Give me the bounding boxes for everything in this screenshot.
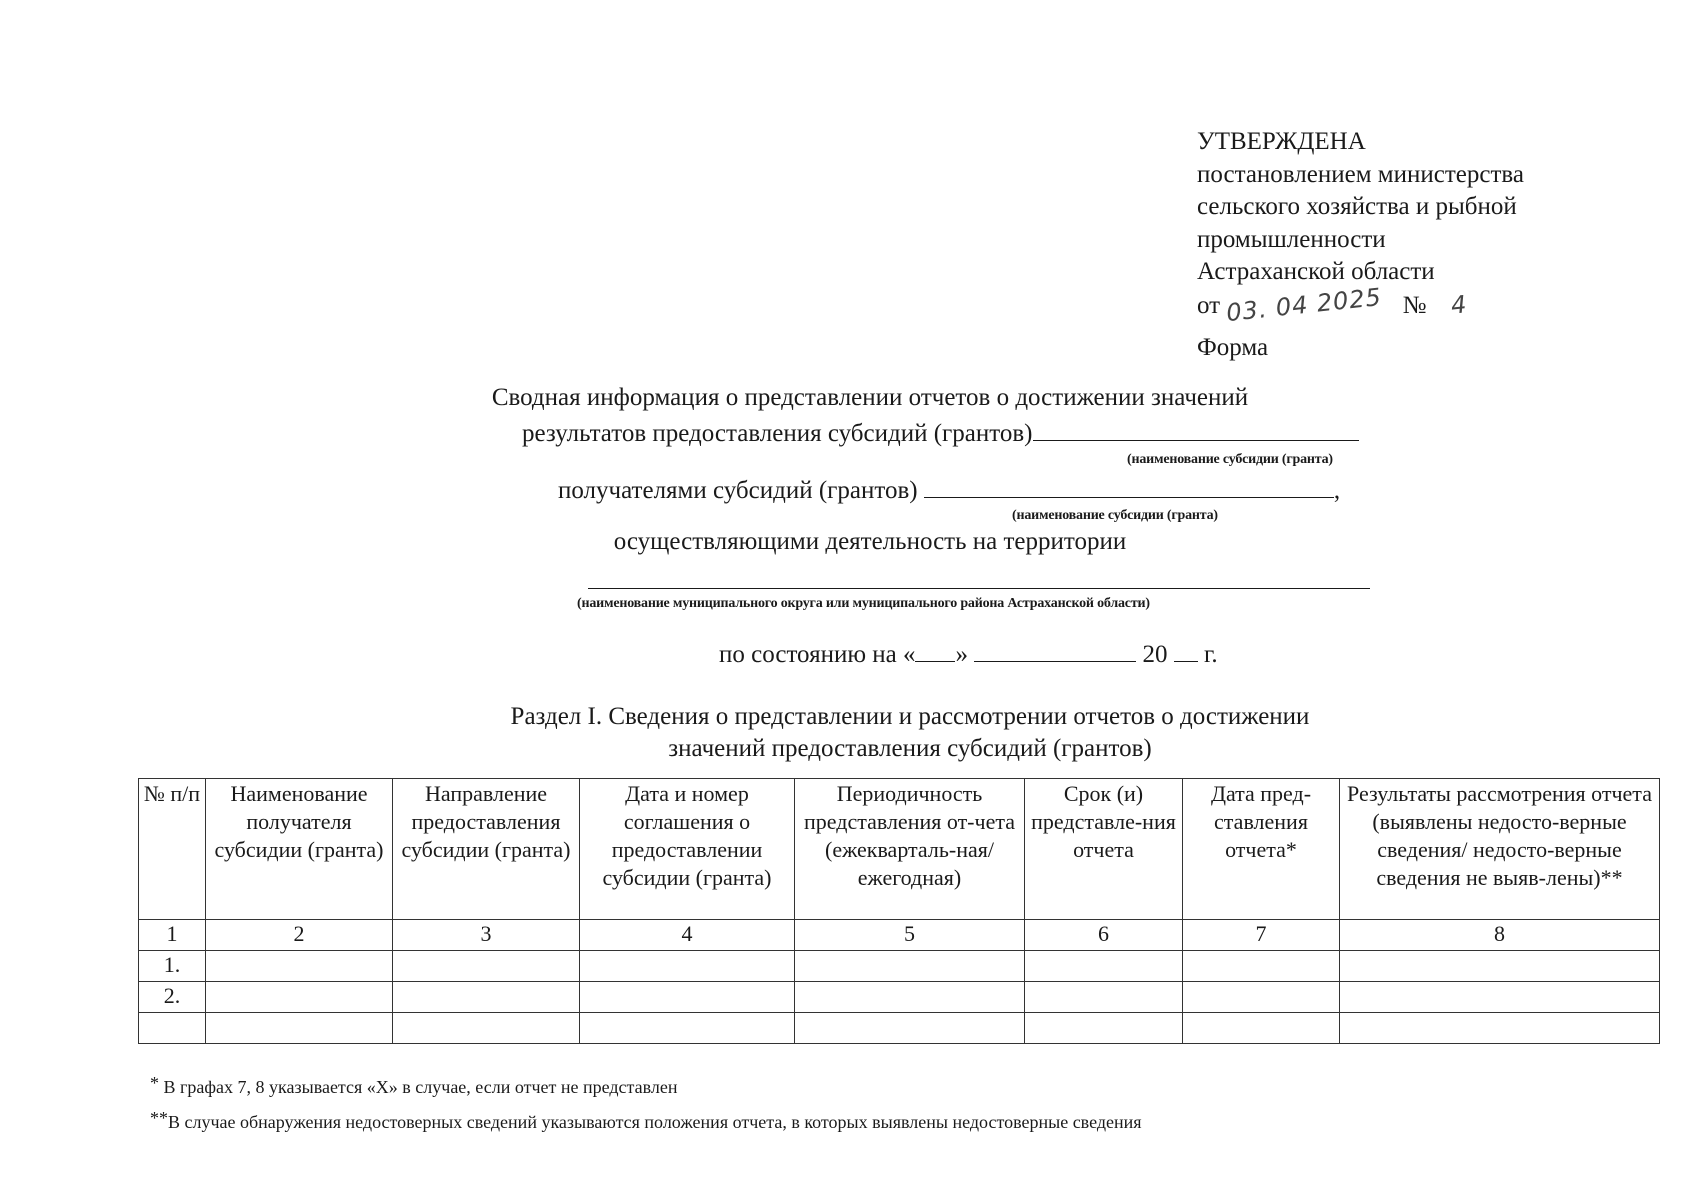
heading-line-2-text: результатов предоставления субсидий (грантов) xyxy=(522,420,1033,447)
column-number: 7 xyxy=(1183,920,1340,951)
footnote-2-text: В случае обнаружения недостоверных сведений указываются положения отчета, в которых выявлены недостоверные сведения xyxy=(168,1112,1142,1132)
footnote-2-mark: ** xyxy=(150,1108,168,1128)
table-cell[interactable] xyxy=(795,951,1025,982)
column-number: 8 xyxy=(1340,920,1660,951)
table-header-cell: Срок (и) представле-ния отчета xyxy=(1025,779,1183,920)
table-cell[interactable] xyxy=(1183,982,1340,1013)
as-of-suffix: г. xyxy=(1203,641,1218,668)
table-cell[interactable] xyxy=(795,982,1025,1013)
approval-line: Астраханской области xyxy=(1197,258,1435,285)
table-cell[interactable] xyxy=(580,1013,795,1044)
table-cell[interactable] xyxy=(1340,1013,1660,1044)
table-header-cell: Периодичность представления от-чета (ежекварталь-ная/ ежегодная) xyxy=(795,779,1025,920)
approval-line: промышленности xyxy=(1197,225,1386,253)
section-title-line-1: Раздел I. Сведения о представлении и рассмотрении отчетов о достижении xyxy=(510,703,1310,730)
table-cell[interactable] xyxy=(580,982,795,1013)
footnote-2 xyxy=(150,1108,1142,1133)
form-label: Форма xyxy=(1197,334,1269,361)
approval-date-prefix: от xyxy=(1197,291,1221,319)
caption-territory: (наименование муниципального округа или муниципального района Астраханской области) xyxy=(577,596,1150,611)
table-cell[interactable] xyxy=(1025,1013,1183,1044)
column-number: 2 xyxy=(206,920,393,951)
table-cell[interactable] xyxy=(206,951,393,982)
as-of-mid: » xyxy=(955,641,968,668)
table-header-cell: Наименование получателя субсидии (гранта) xyxy=(206,779,393,920)
table-header-cell: Дата и номер соглашения о предоставлении субсидии (гранта) xyxy=(580,779,795,920)
territory-blank[interactable] xyxy=(588,588,1370,589)
table-cell[interactable] xyxy=(1340,951,1660,982)
table-cell[interactable] xyxy=(393,1013,580,1044)
table-row xyxy=(139,982,1660,1013)
table-cell[interactable] xyxy=(795,1013,1025,1044)
caption-subsidy-name-2: (наименование субсидии (гранта) xyxy=(1012,508,1218,523)
table-cell[interactable] xyxy=(393,951,580,982)
approval-date-handwritten: 03. 04 2025 xyxy=(1225,282,1384,327)
table-cell[interactable] xyxy=(1340,982,1660,1013)
column-number: 6 xyxy=(1025,920,1183,951)
footnote-1-mark: * xyxy=(150,1073,159,1093)
table-row xyxy=(139,951,1660,982)
heading-line-4: осуществляющими деятельность на территории xyxy=(613,528,1127,555)
approval-line: сельского хозяйства и рыбной xyxy=(1197,193,1517,220)
footnote-1-text: В графах 7, 8 указывается «Х» в случае, если отчет не представлен xyxy=(159,1077,678,1097)
column-number: 4 xyxy=(580,920,795,951)
table-cell[interactable] xyxy=(1183,951,1340,982)
approval-date-line xyxy=(1197,282,1657,327)
approval-line: постановлением министерства xyxy=(1197,160,1524,188)
table-header-cell: Дата пред-ставления отчета* xyxy=(1183,779,1340,920)
day-blank[interactable] xyxy=(915,637,955,662)
recipients-blank[interactable] xyxy=(924,473,1334,498)
table-cell[interactable] xyxy=(206,982,393,1013)
approval-title: УТВЕРЖДЕНА xyxy=(1197,128,1366,155)
heading-line-2 xyxy=(522,416,1359,448)
year-blank[interactable] xyxy=(1174,637,1198,662)
table-cell[interactable] xyxy=(1025,951,1183,982)
as-of-year-prefix: 20 xyxy=(1142,641,1168,668)
column-number: 1 xyxy=(139,920,206,951)
heading-line-3 xyxy=(558,473,1340,505)
month-blank[interactable] xyxy=(974,637,1136,662)
heading-line-3-suffix: , xyxy=(1333,477,1341,504)
approval-number-handwritten: 4 xyxy=(1449,289,1469,320)
heading-line-3-text: получателями субсидий (грантов) xyxy=(558,477,918,504)
row-number xyxy=(139,1013,206,1044)
section-title-line-2: значений предоставления субсидий (грантов) xyxy=(668,735,1152,762)
table-column-numbers-row xyxy=(139,920,1660,951)
approval-block xyxy=(1197,126,1657,327)
table-cell[interactable] xyxy=(1183,1013,1340,1044)
heading-line-1: Сводная информация о представлении отчетов о достижении значений xyxy=(491,384,1249,411)
footnote-1 xyxy=(150,1073,678,1098)
reports-table xyxy=(138,778,1660,1044)
table-header-row xyxy=(139,779,1660,920)
caption-subsidy-name: (наименование субсидии (гранта) xyxy=(1127,452,1333,467)
table-header-cell: № п/п xyxy=(139,779,206,920)
table-cell[interactable] xyxy=(580,951,795,982)
table-cell[interactable] xyxy=(1025,982,1183,1013)
table-header-cell: Результаты рассмотрения отчета (выявлены недосто-верные сведения/ недосто-верные сведения не выяв-лены)** xyxy=(1340,779,1660,920)
as-of-prefix: по состоянию на « xyxy=(719,641,916,668)
table-cell[interactable] xyxy=(206,1013,393,1044)
as-of-date-line xyxy=(719,637,1218,669)
row-number: 2. xyxy=(139,982,206,1013)
table-header-cell: Направление предоставления субсидии (гранта) xyxy=(393,779,580,920)
approval-number-label: № xyxy=(1402,291,1427,319)
table-cell[interactable] xyxy=(393,982,580,1013)
subsidy-name-blank[interactable] xyxy=(1033,416,1359,441)
column-number: 3 xyxy=(393,920,580,951)
table-row xyxy=(139,1013,1660,1044)
row-number: 1. xyxy=(139,951,206,982)
column-number: 5 xyxy=(795,920,1025,951)
